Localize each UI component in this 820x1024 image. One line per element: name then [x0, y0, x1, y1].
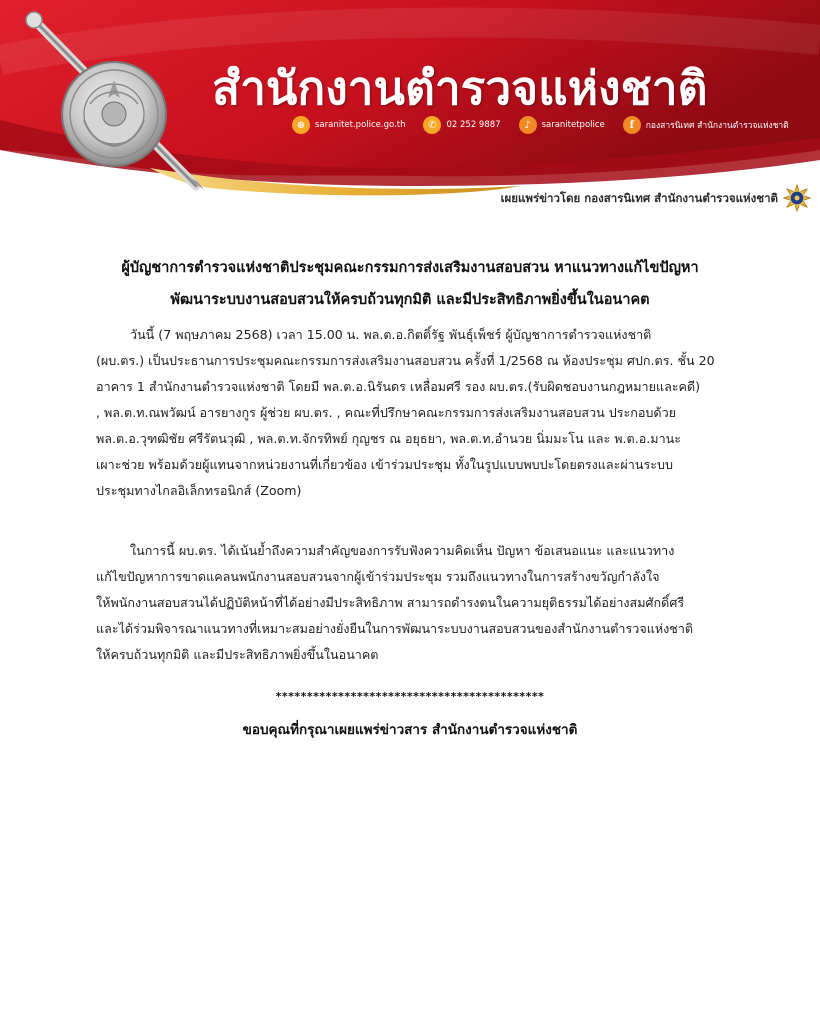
article-paragraph-2 — [96, 538, 758, 668]
paragraph-line: ให้ครบถ้วนทุกมิติ และมีประสิทธิภาพยิ่งขึ้นในอนาคต — [96, 647, 379, 662]
contact-tiktok-text: saranitetpolice — [541, 120, 605, 130]
contact-phone-text: 02 252 9887 — [446, 120, 501, 130]
facebook-icon: f — [623, 116, 641, 134]
contact-website-text: saranitet.police.go.th — [315, 120, 406, 130]
paragraph-line: ในการนี้ ผบ.ตร. ได้เน้นย้ำถึงความสำคัญของการรับฟังความคิดเห็น ปัญหา ข้อเสนอแนะ และแนวทาง — [130, 543, 675, 558]
paragraph-line: พล.ต.อ.วุฑฒิชัย ศรีรัตนวุฒิ , พล.ต.ท.จักรทิพย์ กุญชร ณ อยุธยา, พล.ต.ท.อำนวย นิ่มมะโน และ พ.ต.อ.มานะ — [96, 431, 682, 446]
publisher-credit: เผยแพร่ข่าวโดย กองสารนิเทศ สำนักงานตำรวจแห่งชาติ — [500, 191, 778, 205]
header-banner — [0, 0, 820, 230]
paragraph-line: (ผบ.ตร.) เป็นประธานการประชุมคณะกรรมการส่งเสริมงานสอบสวน ครั้งที่ 1/2568 ณ ห้องประชุม ศปก.ตร. ชั้น 20 — [96, 353, 715, 368]
article-headline — [60, 252, 760, 316]
paragraph-line: แก้ไขปัญหาการขาดแคลนพนักงานสอบสวนจากผู้เข้าร่วมประชุม รวมถึงแนวทางในการสร้างขวัญกำลังใจ — [96, 569, 660, 584]
police-seal-logo — [60, 60, 168, 168]
web-icon: ⊕ — [292, 116, 310, 134]
contact-website[interactable] — [292, 116, 405, 134]
contact-tiktok[interactable] — [519, 116, 605, 134]
asterisk-divider: ******************************************* — [275, 690, 545, 703]
paragraph-line: วันนี้ (7 พฤษภาคม 2568) เวลา 15.00 น. พล.ต.อ.กิตติ์รัฐ พันธุ์เพ็ชร์ ผู้บัญชาการตำรวจแห่งชาติ — [130, 327, 652, 342]
contact-facebook[interactable] — [623, 116, 789, 134]
paragraph-line: , พล.ต.ท.ณพวัฒน์ อารยางกูร ผู้ช่วย ผบ.ตร. , คณะที่ปรึกษาคณะกรรมการส่งเสริมงานสอบสวน ประกอบด้วย — [96, 405, 677, 420]
police-badge-icon — [783, 184, 811, 212]
paragraph-line: และได้ร่วมพิจารณาแนวทางที่เหมาะสมอย่างยั่งยืนในการพัฒนาระบบงานสอบสวนของสำนักงานตำรวจแห่งชาติ — [96, 621, 694, 636]
paragraph-line: อาคาร 1 สำนักงานตำรวจแห่งชาติ โดยมี พล.ต.อ.นิรันดร เหลื่อมศรี รอง ผบ.ตร.(รับผิดชอบงานกฎหมายและคดี) — [96, 379, 701, 394]
phone-icon: ✆ — [423, 116, 441, 134]
article-paragraph-1 — [96, 322, 758, 504]
thanks-line: ขอบคุณที่กรุณาเผยแพร่ข่าวสาร สำนักงานตำรวจแห่งชาติ — [242, 722, 578, 738]
contact-bar — [292, 116, 801, 134]
paragraph-line: ประชุมทางไกลอิเล็กทรอนิกส์ (Zoom) — [96, 483, 302, 498]
contact-phone[interactable] — [423, 116, 500, 134]
contact-facebook-text: กองสารนิเทศ สำนักงานตำรวจแห่งชาติ — [645, 121, 789, 131]
headline-line: พัฒนาระบบงานสอบสวนให้ครบถ้วนทุกมิติ และมีประสิทธิภาพยิ่งขึ้นในอนาคต — [170, 292, 650, 308]
paragraph-line: เผาะช่วย พร้อมด้วยผู้แทนจากหน่วยงานที่เกี่ยวข้อง เข้าร่วมประชุม ทั้งในรูปแบบพบปะโดยตรงและผ่านระบบ — [96, 457, 673, 472]
agency-title: สำนักงานตำรวจแห่งชาติ — [212, 61, 708, 115]
headline-line: ผู้บัญชาการตำรวจแห่งชาติประชุมคณะกรรมการส่งเสริมงานสอบสวน หาแนวทางแก้ไขปัญหา — [121, 260, 699, 276]
tiktok-icon: ♪ — [519, 116, 537, 134]
paragraph-line: ให้พนักงานสอบสวนได้ปฏิบัติหน้าที่ได้อย่างมีประสิทธิภาพ สามารถดำรงตนในความยุติธรรมได้อย่างสมศักดิ์ศรี — [96, 595, 685, 610]
